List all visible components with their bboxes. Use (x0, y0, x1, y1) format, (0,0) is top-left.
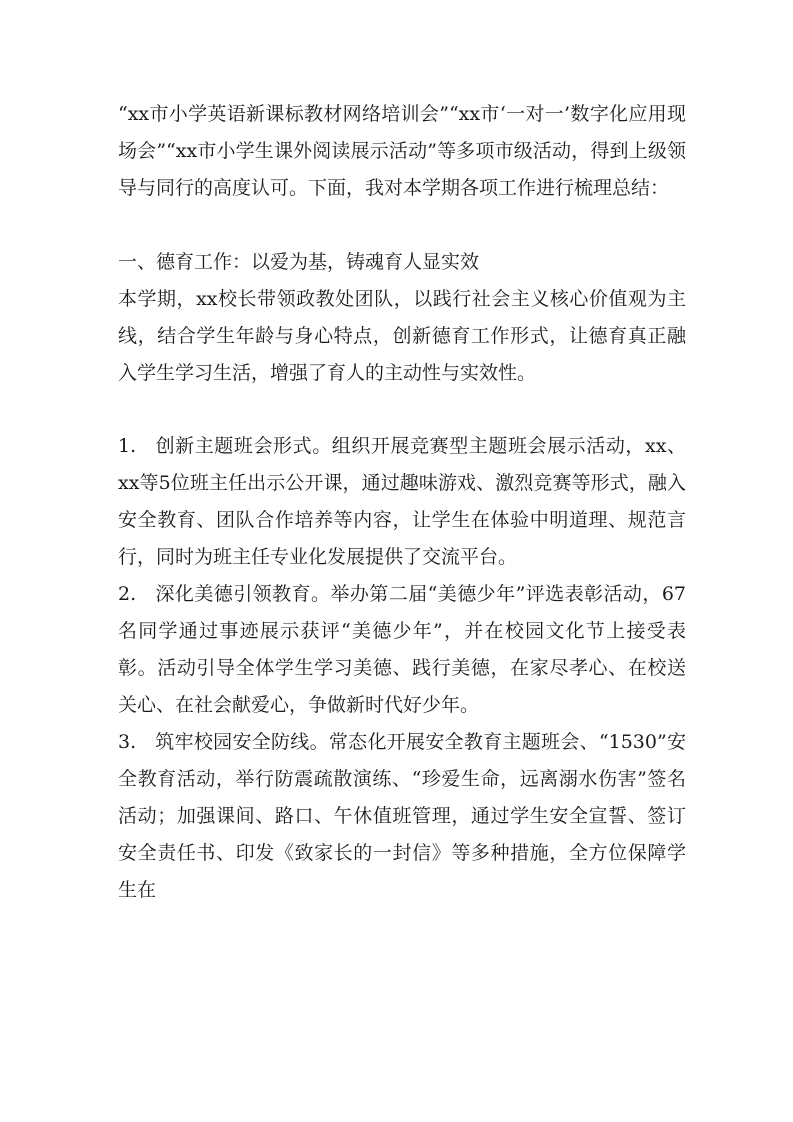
list-item-text: 筑牢校园安全防线。常态化开展安全教育主题班会、“1530”安全教育活动，举行防震疏散演练、“珍爱生命，远离溺水伤害”签名活动；加强课间、路口、午休值班管理，通过学生安全宣誓、签订安全责任书、印发《致家长的一封信》等多种措施，全方位保障学生在 (118, 731, 686, 901)
list-item-1 (118, 428, 686, 576)
section-heading: 一、德育工作：以爱为基，铸魂育人显实效 (118, 251, 480, 273)
list-item-3 (118, 724, 686, 909)
paragraph-spacer (118, 392, 686, 428)
list-item-number: 2. (118, 583, 137, 605)
list-item-2 (118, 576, 686, 724)
section-intro-paragraph: 本学期，xx校长带领政教处团队，以践行社会主义核心价值观为主线，结合学生年龄与身心特点，创新德育工作形式，让德育真正融入学生学习生活，增强了育人的主动性与实效性。 (118, 288, 686, 384)
document-page (118, 96, 686, 909)
list-item-text: 创新主题班会形式。组织开展竞赛型主题班会展示活动，xx、xx等5位班主任出示公开课，通过趣味游戏、激烈竞赛等形式，融入安全教育、团队合作培养等内容，让学生在体验中明道理、规范言行，同时为班主任专业化发展提供了交流平台。 (118, 435, 686, 568)
list-item-number: 1. (118, 435, 137, 457)
list-item-number: 3. (118, 731, 137, 753)
intro-paragraph: “xx市小学英语新课标教材网络培训会”“xx市‘一对一’数字化应用现场会”“xx市小学生课外阅读展示活动”等多项市级活动，得到上级领导与同行的高度认可。下面，我对本学期各项工作进行梳理总结： (118, 103, 686, 199)
list-item-text: 深化美德引领教育。举办第二届“美德少年”评选表彰活动，67名同学通过事迹展示获评“美德少年”，并在校园文化节上接受表彰。活动引导全体学生学习美德、践行美德，在家尽孝心、在校送关心、在社会献爱心，争做新时代好少年。 (118, 583, 686, 716)
